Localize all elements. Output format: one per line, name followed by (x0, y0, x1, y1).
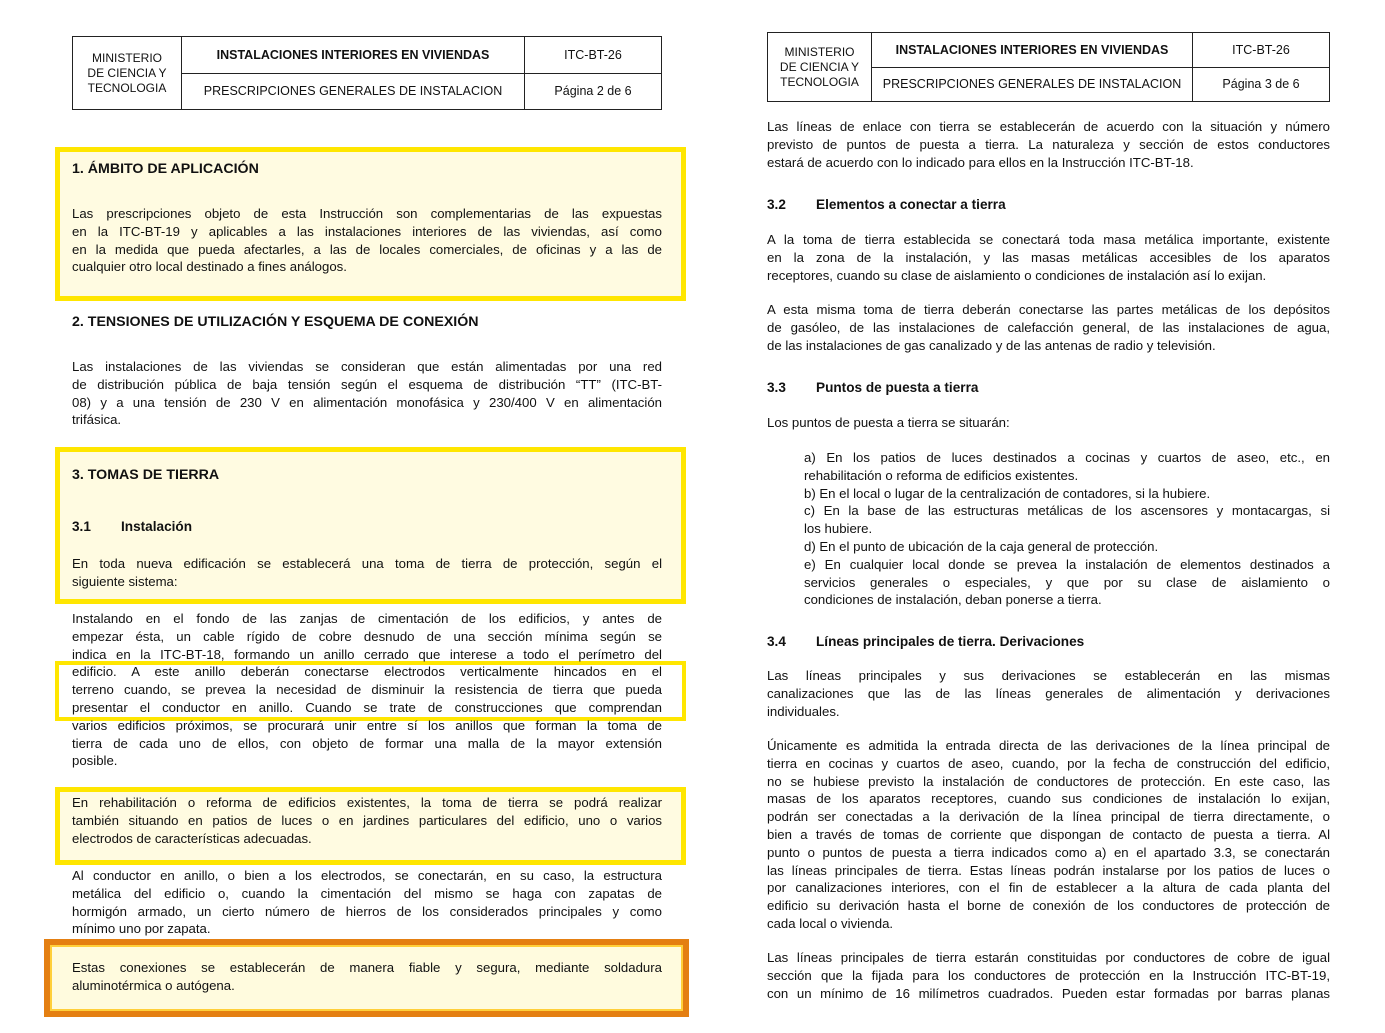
list-item: condiciones de instalación, deban ponerse a tierra. (804, 592, 1102, 608)
section-1-paragraph: Las prescripciones objeto de esta Instrucción son complementarias de las expuestas en la ITC-BT-19 y aplicables a las instalaciones interiores de las viviendas, así como en la medida que pueda afectarles, a las de locales comerciales, de oficinas y a las de cualquier otro local destinado a fines análogos. (72, 206, 662, 275)
section-3-3-list (804, 449, 1330, 609)
section-1-heading: 1. ÁMBITO DE APLICACIÓN (72, 161, 259, 177)
section-3-4-heading: 3.4 Líneas principales de tierra. Derivaciones (767, 634, 1085, 649)
list-item: e) En cualquier local donde se prevea la instalación de elementos destinados a (804, 556, 1330, 572)
document-subtitle: PRESCRIPCIONES GENERALES DE INSTALACION (182, 73, 525, 110)
page-header (72, 36, 662, 110)
page-number: Página 2 de 6 (525, 73, 662, 110)
list-item: rehabilitación o reforma de edificios existentes. (804, 467, 1079, 483)
section-3-2-paragraph-1: A la toma de tierra establecida se conectará toda masa metálica importante, existente en la zona de la instalación, y las masas metálicas accesibles de los aparatos receptores, cuando su clase de aislamiento o condiciones de instalación así lo exijan. (767, 232, 1330, 283)
list-item: b) En el local o lugar de la centralización de contadores, si la hubiere. (804, 485, 1211, 501)
section-3-3-heading: 3.3 Puntos de puesta a tierra (767, 380, 979, 395)
page-number: Página 3 de 6 (1193, 67, 1330, 102)
list-item: a) En los patios de luces destinados a cocinas y cuartos de aseo, etc., en (804, 450, 1330, 465)
document-title: INSTALACIONES INTERIORES EN VIVIENDAS (182, 37, 525, 74)
enlace-paragraph: Las líneas de enlace con tierra se establecerán de acuerdo con la situación y número previsto de puntos de puesta a tierra. La naturaleza y sección de estos conductores estará de acuerdo con lo indicado para ellos en la Instrucción ITC-BT-18. (767, 119, 1330, 170)
list-item: d) En el punto de ubicación de la caja general de protección. (804, 538, 1159, 554)
ministry-name: MINISTERIO DE CIENCIA Y TECNOLOGIA (73, 37, 182, 110)
section-3-3-intro: Los puntos de puesta a tierra se situarán: (767, 415, 1010, 430)
ministry-name: MINISTERIO DE CIENCIA Y TECNOLOGIA (768, 33, 872, 102)
list-item: servicios generales o especiales, y que por su clase de aislamiento o (804, 574, 1330, 590)
section-3-4-paragraph-3: Las líneas principales de tierra estarán constituidas por conductores de cobre de igual sección que la fijada para los conductores de protección en la Instrucción ITC-BT-19, con un mínimo de 16 milímetros cuadrados. Pueden estar formadas por barras planas (767, 950, 1330, 1001)
section-3-1-paragraph-5: Estas conexiones se establecerán de manera fiable y segura, mediante soldadura aluminotérmica o autógena. (72, 960, 662, 993)
section-3-1-paragraph-2: Instalando en el fondo de las zanjas de cimentación de los edificios, y antes de empezar ésta, un cable rígido de cobre desnudo de una sección mínima según se indica en la ITC-BT-18, formando un anillo cerrado que interese a todo el perímetro del edificio. A este anillo deberán conectarse electrodos verticalmente hincados en el terreno cuando, se prevea la necesidad de disminuir la resistencia de tierra que pueda presentar el conductor en anillo. Cuando se trate de construcciones que comprendan varios edificios próximos, se procurará unir entre sí los anillos que forman la toma de tierra de cada uno de ellos, con objeto de formar una malla de la mayor extensión posible. (72, 611, 662, 769)
list-item: los hubiere. (804, 521, 873, 537)
section-3-4-paragraph-2: Únicamente es admitida la entrada directa de las derivaciones de la línea principal de tierra en cocinas y cuartos de aseo, cuando, por la fecha de construcción del edificio, no se hubiese previsto la instalación de conductores de protección. En este caso, las masas de los aparatos receptores, cuando sus condiciones de instalación lo exijan, podrán ser conectadas a la derivación de la línea principal de tierra directamente, o bien a través de tomas de corriente que dispongan de contacto de puesta a tierra. Al punto o puntos de puesta a tierra indicados como a) en el apartado 3.3, se conectarán las líneas principales de tierra. Estas líneas podrán instalarse por los patios de luces o por canalizaciones interiores, con el fin de establecer a la altura de cada planta del edificio su derivación hasta el borne de conexión de los conductores de protección de cada local o vivienda. (767, 738, 1330, 931)
section-3-4-paragraph-1: Las líneas principales y sus derivaciones se establecerán en las mismas canalizaciones que las de las líneas generales de alimentación y derivaciones individuales. (767, 668, 1330, 719)
section-3-1-paragraph-1: En toda nueva edificación se establecerá una toma de tierra de protección, según el siguiente sistema: (72, 556, 662, 589)
section-3-1-paragraph-3: En rehabilitación o reforma de edificios existentes, la toma de tierra se podrá realizar también situando en patios de luces o en jardines particulares del edificio, uno o varios electrodos de características adecuadas. (72, 795, 662, 846)
document-subtitle: PRESCRIPCIONES GENERALES DE INSTALACION (872, 67, 1193, 102)
list-item: c) En la base de las estructuras metálicas de los ascensores y montacargas, si (804, 503, 1330, 519)
document-code: ITC-BT-26 (1193, 33, 1330, 68)
section-3-1-heading: 3.1 Instalación (72, 519, 193, 534)
document-code: ITC-BT-26 (525, 37, 662, 74)
section-3-1-paragraph-4: Al conductor en anillo, o bien a los electrodos, se conectarán, en su caso, la estructura metálica del edificio o, cuando la cimentación del mismo se haga con zapatas de hormigón armado, un cierto número de hierros de los considerados principales y como mínimo uno por zapata. (72, 868, 662, 937)
section-2-heading: 2. TENSIONES DE UTILIZACIÓN Y ESQUEMA DE CONEXIÓN (72, 314, 479, 330)
section-3-2-heading: 3.2 Elementos a conectar a tierra (767, 197, 1006, 212)
section-3-heading: 3. TOMAS DE TIERRA (72, 467, 220, 483)
section-2-paragraph: Las instalaciones de las viviendas se consideran que están alimentadas por una red de distribución pública de baja tensión según el esquema de distribución “TT” (ITC-BT- 08) y a una tensión de 230 V en alimentación monofásica y 230/400 V en alimentación trifásica. (72, 359, 662, 428)
page-header (767, 32, 1330, 102)
document-title: INSTALACIONES INTERIORES EN VIVIENDAS (872, 33, 1193, 68)
section-3-2-paragraph-2: A esta misma toma de tierra deberán conectarse las partes metálicas de los depósitos de gasóleo, de las instalaciones de calefacción general, de las instalaciones de agua, de las instalaciones de gas canalizado y de las antenas de radio y televisión. (767, 302, 1330, 353)
